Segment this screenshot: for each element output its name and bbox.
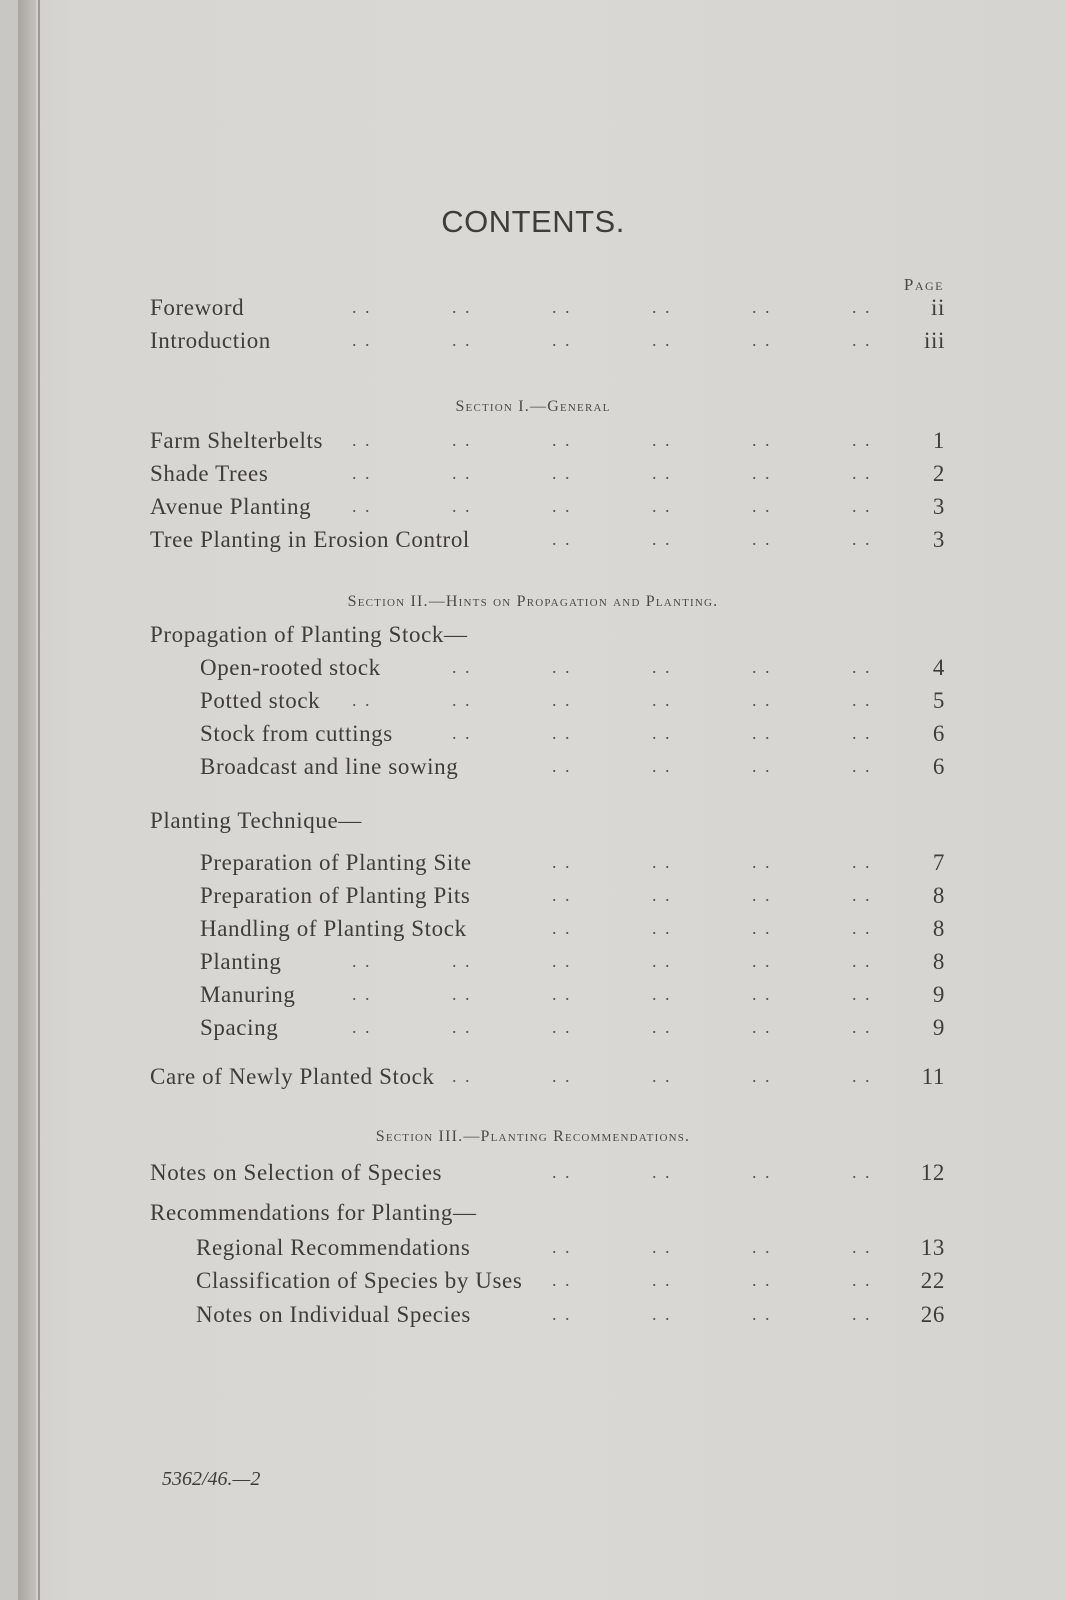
leader-dot: . . (452, 690, 472, 710)
leader-dot: . . (552, 1162, 572, 1182)
leader-dot: . . (852, 463, 872, 483)
toc-entry-page: 26 (920, 1302, 945, 1327)
toc-entry-label: Preparation of Planting Pits (200, 883, 471, 908)
leader-dot: . . (752, 852, 772, 872)
leader-dot: . . (552, 951, 572, 971)
leader-dot: . . (852, 690, 872, 710)
toc-entry-foreword (150, 295, 945, 327)
leader-dot: . . (752, 430, 772, 450)
toc-entry-page: 12 (920, 1160, 945, 1185)
toc-entry-page: iii (924, 328, 945, 353)
leader-dots (150, 295, 945, 327)
toc-entry-label: Potted stock (200, 688, 321, 713)
toc-entry-page: 3 (932, 494, 945, 519)
leader-dot: . . (552, 723, 572, 743)
leader-dot: . . (352, 1017, 372, 1037)
toc-entry (200, 916, 945, 948)
leader-dot: . . (552, 756, 572, 776)
leader-dot: . . (652, 852, 672, 872)
leader-dot: . . (452, 984, 472, 1004)
leader-dot: . . (752, 984, 772, 1004)
leader-dot: . . (352, 297, 372, 317)
leader-dot: . . (352, 430, 372, 450)
toc-entry-label: Introduction (150, 328, 271, 353)
leader-dot: . . (552, 1304, 572, 1324)
leader-dot: . . (752, 756, 772, 776)
leader-dot: . . (452, 657, 472, 677)
leader-dot: . . (552, 1017, 572, 1037)
toc-entry-label: Shade Trees (150, 461, 269, 486)
leader-dots (150, 461, 945, 493)
toc-entry-introduction (150, 328, 945, 360)
leader-dot: . . (552, 297, 572, 317)
leader-dot: . . (852, 1270, 872, 1290)
leader-dot: . . (652, 984, 672, 1004)
toc-entry-page: 11 (921, 1064, 945, 1089)
document-page (18, 0, 1066, 1600)
toc-entry-page: 2 (932, 461, 945, 486)
toc-entry-page: ii (931, 295, 945, 320)
leader-dot: . . (552, 885, 572, 905)
toc-entry-page: 6 (932, 754, 945, 779)
toc-entry (200, 949, 945, 981)
leader-dot: . . (652, 430, 672, 450)
leader-dot: . . (452, 297, 472, 317)
leader-dot: . . (452, 496, 472, 516)
leader-dot: . . (652, 885, 672, 905)
leader-dot: . . (652, 657, 672, 677)
leader-dot: . . (752, 1017, 772, 1037)
toc-entry-page: 22 (920, 1268, 945, 1293)
toc-entry-label: Notes on Individual Species (196, 1302, 471, 1327)
toc-entry-label: Notes on Selection of Species (150, 1160, 443, 1185)
section-heading: Section II.—Hints on Propagation and Planting. (347, 593, 719, 610)
toc-entry-page: 4 (932, 655, 945, 680)
leader-dot: . . (352, 690, 372, 710)
toc-group-title (150, 1200, 945, 1232)
leader-dot: . . (852, 529, 872, 549)
toc-group-label: Propagation of Planting Stock— (150, 622, 468, 647)
leader-dot: . . (852, 496, 872, 516)
print-code: 5362/46.—2 (162, 1468, 261, 1490)
toc-entry (150, 527, 945, 559)
toc-entry-page: 8 (932, 883, 945, 908)
leader-dot: . . (852, 297, 872, 317)
leader-dot: . . (752, 1237, 772, 1257)
toc-entry-label: Spacing (200, 1015, 279, 1040)
leader-dot: . . (552, 852, 572, 872)
leader-dot: . . (452, 430, 472, 450)
toc-entry (150, 428, 945, 460)
leader-dot: . . (652, 1270, 672, 1290)
toc-entry-page: 8 (932, 949, 945, 974)
toc-entry-label: Preparation of Planting Site (200, 850, 472, 875)
leader-dot: . . (852, 1304, 872, 1324)
toc-entry (200, 655, 945, 687)
toc-group-title (150, 808, 945, 840)
toc-entry (196, 1235, 945, 1267)
leader-dot: . . (552, 463, 572, 483)
toc-entry-label: Broadcast and line sowing (200, 754, 459, 779)
leader-dot: . . (652, 690, 672, 710)
leader-dot: . . (352, 951, 372, 971)
leader-dot: . . (752, 918, 772, 938)
toc-entry-label: Classification of Species by Uses (196, 1268, 523, 1293)
leader-dot: . . (752, 1304, 772, 1324)
leader-dot: . . (452, 463, 472, 483)
leader-dot: . . (752, 657, 772, 677)
toc-entry-page: 5 (932, 688, 945, 713)
toc-entry-label: Care of Newly Planted Stock (150, 1064, 435, 1089)
leader-dot: . . (652, 1237, 672, 1257)
leader-dot: . . (652, 723, 672, 743)
leader-dot: . . (352, 984, 372, 1004)
leader-dot: . . (652, 496, 672, 516)
leader-dot: . . (652, 529, 672, 549)
leader-dots (200, 949, 945, 981)
leader-dot: . . (552, 918, 572, 938)
leader-dot: . . (852, 430, 872, 450)
toc-entry (150, 1160, 945, 1192)
toc-group-label: Planting Technique— (150, 808, 362, 833)
leader-dots (200, 982, 945, 1014)
toc-entry (196, 1268, 945, 1300)
leader-dot: . . (752, 690, 772, 710)
leader-dot: . . (752, 529, 772, 549)
leader-dot: . . (752, 330, 772, 350)
toc-entry-page: 6 (932, 721, 945, 746)
leader-dot: . . (752, 297, 772, 317)
book-spine (18, 0, 36, 1600)
toc-group-label: Recommendations for Planting— (150, 1200, 477, 1225)
toc-entry-page: 9 (932, 1015, 945, 1040)
leader-dot: . . (452, 330, 472, 350)
leader-dot: . . (552, 1237, 572, 1257)
leader-dot: . . (452, 723, 472, 743)
leader-dot: . . (552, 430, 572, 450)
leader-dot: . . (652, 297, 672, 317)
page-column-heading: Page (903, 275, 944, 294)
leader-dot: . . (552, 690, 572, 710)
leader-dot: . . (852, 1237, 872, 1257)
toc-entry-label: Planting (200, 949, 282, 974)
toc-entry (200, 850, 945, 882)
leader-dot: . . (452, 1066, 472, 1086)
toc-entry-page: 3 (932, 527, 945, 552)
toc-entry (196, 1302, 945, 1334)
leader-dot: . . (652, 1066, 672, 1086)
toc-entry-label: Tree Planting in Erosion Control (150, 527, 470, 552)
leader-dot: . . (752, 1270, 772, 1290)
toc-entry-page: 8 (932, 916, 945, 941)
toc-entry-page: 1 (932, 428, 945, 453)
leader-dot: . . (552, 496, 572, 516)
leader-dot: . . (652, 1017, 672, 1037)
toc-entry-page: 7 (932, 850, 945, 875)
leader-dot: . . (752, 885, 772, 905)
leader-dot: . . (852, 330, 872, 350)
leader-dot: . . (652, 951, 672, 971)
leader-dot: . . (852, 1017, 872, 1037)
leader-dot: . . (852, 885, 872, 905)
leader-dot: . . (752, 463, 772, 483)
toc-entry-label: Regional Recommendations (196, 1235, 471, 1260)
leader-dot: . . (452, 1017, 472, 1037)
toc-entry (150, 1064, 945, 1096)
leader-dots (200, 1015, 945, 1047)
leader-dot: . . (652, 756, 672, 776)
leader-dot: . . (852, 984, 872, 1004)
leader-dot: . . (352, 330, 372, 350)
toc-entry-label: Open-rooted stock (200, 655, 381, 680)
leader-dot: . . (852, 756, 872, 776)
leader-dot: . . (652, 463, 672, 483)
toc-entry (200, 754, 945, 786)
leader-dot: . . (852, 852, 872, 872)
leader-dot: . . (852, 1066, 872, 1086)
toc-entry-label: Avenue Planting (150, 494, 312, 519)
leader-dot: . . (852, 951, 872, 971)
leader-dot: . . (752, 496, 772, 516)
leader-dot: . . (452, 951, 472, 971)
toc-entry (200, 883, 945, 915)
leader-dot: . . (752, 1162, 772, 1182)
page-edge (38, 0, 40, 1600)
toc-group-title (150, 622, 945, 654)
toc-entry-label: Stock from cuttings (200, 721, 393, 746)
toc-entry (150, 461, 945, 493)
leader-dot: . . (552, 1270, 572, 1290)
leader-dot: . . (552, 529, 572, 549)
page-title: CONTENTS. (441, 204, 625, 239)
leader-dot: . . (752, 723, 772, 743)
leader-dot: . . (552, 1066, 572, 1086)
leader-dot: . . (852, 723, 872, 743)
toc-entry (150, 494, 945, 526)
leader-dot: . . (652, 1162, 672, 1182)
leader-dot: . . (552, 984, 572, 1004)
toc-entry-label: Farm Shelterbelts (150, 428, 324, 453)
leader-dot: . . (552, 657, 572, 677)
section-heading: Section III.—Planting Recommendations. (375, 1128, 691, 1145)
toc-entry-page: 13 (920, 1235, 945, 1260)
toc-entry (200, 1015, 945, 1047)
toc-entry-label: Handling of Planting Stock (200, 916, 467, 941)
toc-entry-page: 9 (932, 982, 945, 1007)
leader-dot: . . (752, 1066, 772, 1086)
toc-entry (200, 982, 945, 1014)
leader-dot: . . (852, 657, 872, 677)
leader-dot: . . (652, 918, 672, 938)
toc-entry-label: Manuring (200, 982, 296, 1007)
toc-entry-label: Foreword (150, 295, 245, 320)
leader-dot: . . (852, 918, 872, 938)
leader-dot: . . (652, 1304, 672, 1324)
leader-dot: . . (652, 330, 672, 350)
leader-dot: . . (352, 463, 372, 483)
leader-dot: . . (752, 951, 772, 971)
leader-dot: . . (552, 330, 572, 350)
toc-entry (200, 688, 945, 720)
leader-dot: . . (852, 1162, 872, 1182)
toc-entry (200, 721, 945, 753)
section-heading: Section I.—General (455, 398, 611, 415)
leader-dot: . . (352, 496, 372, 516)
